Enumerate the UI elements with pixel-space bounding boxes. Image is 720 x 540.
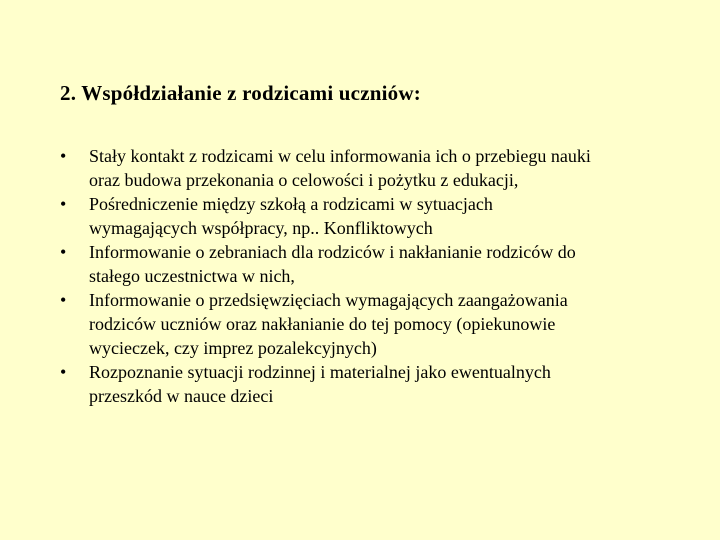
bullet-icon: • — [60, 362, 67, 382]
bullet-line: stałego uczestnictwa w nich, — [89, 266, 295, 286]
bullet-line: Pośredniczenie między szkołą a rodzicami w sytuacjach — [89, 194, 493, 214]
bullet-line: oraz budowa przekonania o celowości i pożytku z edukacji, — [89, 170, 519, 190]
bullet-line: rodziców uczniów oraz nakłanianie do tej pomocy (opiekunowie — [89, 314, 556, 334]
bullet-icon: • — [60, 290, 67, 310]
bullet-line: wymagających współpracy, np.. Konfliktowych — [89, 218, 433, 238]
bullet-line: Informowanie o przedsięwzięciach wymagających zaangażowania — [89, 290, 568, 310]
bullet-item — [60, 192, 670, 240]
bullet-item — [60, 144, 670, 192]
bullet-item — [60, 240, 670, 288]
bullet-line: Stały kontakt z rodzicami w celu informowania ich o przebiegu nauki — [89, 146, 591, 166]
bullet-line: wycieczek, czy imprez pozalekcyjnych) — [89, 338, 377, 358]
bullet-line: przeszkód w nauce dzieci — [89, 386, 274, 406]
bullet-item — [60, 288, 670, 360]
bullet-icon: • — [60, 242, 67, 262]
bullet-line: Rozpoznanie sytuacji rodzinnej i materialnej jako ewentualnych — [89, 362, 551, 382]
bullet-list — [60, 144, 670, 408]
bullet-item — [60, 360, 670, 408]
bullet-icon: • — [60, 146, 67, 166]
slide-title: 2. Współdziałanie z rodzicami uczniów: — [60, 81, 421, 105]
bullet-icon: • — [60, 194, 67, 214]
bullet-line: Informowanie o zebraniach dla rodziców i nakłanianie rodziców do — [89, 242, 576, 262]
